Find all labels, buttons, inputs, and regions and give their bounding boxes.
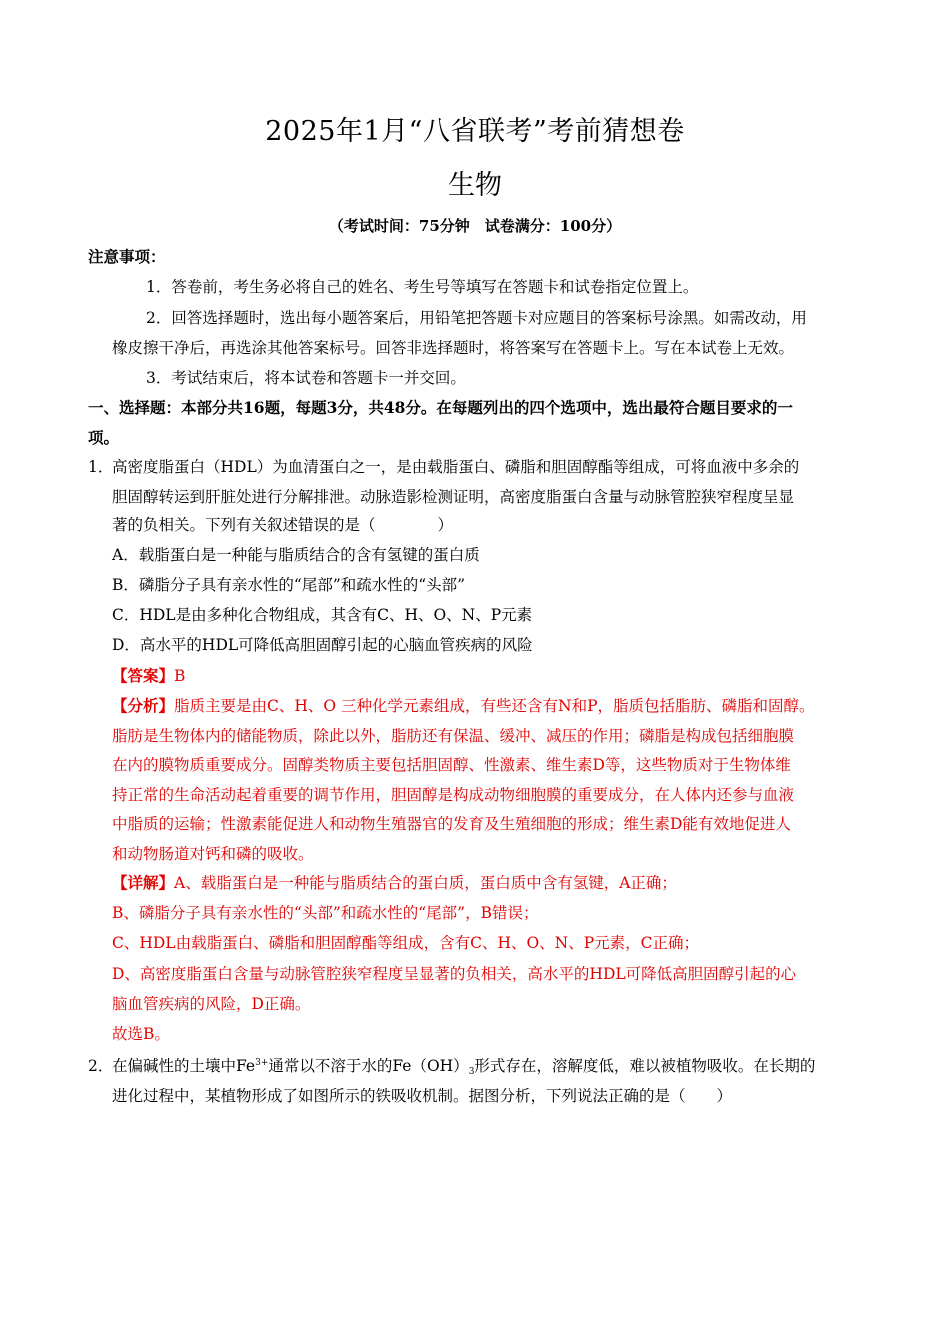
detail-label: 【详解】 [112,873,175,892]
analysis-label: 【分析】 [112,696,175,715]
q2-stem-cont: 进化过程中，某植物形成了如图所示的铁吸收机制。据图分析，下列说法正确的是（ ） [112,1087,733,1105]
notice-item-2-cont: 橡皮擦干净后，再选涂其他答案标号。回答非选择题时，将答案写在答题卡上。写在本试卷上无效。 [112,339,795,357]
q1-stem: 高密度脂蛋白（HDL）为血清蛋白之一，是由载脂蛋白、磷脂和胆固醇酯等组成，可将血液中多余的 [112,458,800,476]
notice-item-1: 1．答卷前，考生务必将自己的姓名、考生号等填写在答题卡和试卷指定位置上。 [146,278,699,296]
q2-stem-text: 通常以不溶于水的Fe（OH） [268,1057,469,1075]
q1-analysis-cont: 持正常的生命活动起着重要的调节作用，胆固醇是构成动物细胞膜的重要成分，在人体内还参与血液 [112,786,795,804]
q1-number: 1． [88,458,114,476]
q1-stem-cont: 著的负相关。下列有关叙述错误的是（ ） [112,516,454,534]
q1-detail-c: C、HDL由载脂蛋白、磷脂和胆固醇酯等组成，含有C、H、O、N、P元素，C正确； [112,934,700,952]
answer-value: B [174,667,186,685]
q2-number: 2． [88,1057,114,1075]
q1-detail-d-cont: 脑血管疾病的风险，D正确。 [112,995,311,1013]
exam-info: （考试时间：75分钟 试卷满分：100分） [328,217,622,235]
q1-option-a: A．载脂蛋白是一种能与脂质结合的含有氢键的蛋白质 [112,546,480,564]
q1-analysis [112,695,815,717]
section-heading-cont: 项。 [88,428,120,447]
q2-stem-text: 形式存在，溶解度低，难以被植物吸收。在长期的 [474,1057,816,1075]
answer-label: 【答案】 [112,666,175,685]
q2-stem-text: 在偏碱性的土壤中Fe [112,1057,256,1075]
q1-option-b: B．磷脂分子具有亲水性的“尾部”和疏水性的“头部” [112,576,466,594]
q1-answer [112,665,185,687]
q1-conclusion: 故选B。 [112,1025,170,1043]
q1-analysis-cont: 中脂质的运输；性激素能促进人和动物生殖器官的发育及生殖细胞的形成；维生素D能有效地促进人 [112,815,791,833]
q2-stem [112,1055,815,1077]
q1-stem-cont: 胆固醇转运到肝脏处进行分解排泄。动脉造影检测证明，高密度脂蛋白含量与动脉管腔狭窄程度呈显 [112,488,795,506]
subject-title: 生物 [448,170,502,201]
q2-stem-sub: 3 [468,1067,475,1077]
notice-item-3: 3．考试结束后，将本试卷和答题卡一并交回。 [146,369,466,387]
q1-analysis-cont: 和动物肠道对钙和磷的吸收。 [112,845,314,863]
q1-analysis-cont: 脂肪是生物体内的储能物质，除此以外，脂肪还有保温、缓冲、减压的作用；磷脂是构成包括细胞膜 [112,727,795,745]
section-heading: 一、选择题：本部分共16题，每题3分，共48分。在每题列出的四个选项中，选出最符合题目要求的一 [88,398,793,417]
q1-detail-b: B、磷脂分子具有亲水性的“头部”和疏水性的“尾部”，B错误； [112,904,539,922]
q1-analysis-cont: 在内的膜物质重要成分。固醇类物质主要包括胆固醇、性激素、维生素D等，这些物质对于生物体维 [112,756,791,774]
q1-detail [112,872,677,894]
q1-detail-d: D、高密度脂蛋白含量与动脉管腔狭窄程度呈显著的负相关，高水平的HDL可降低高胆固醇引起的心 [112,965,797,983]
q1-option-c: C．HDL是由多种化合物组成，其含有C、H、O、N、P元素 [112,606,533,624]
detail-a: A、载脂蛋白是一种能与脂质结合的蛋白质，蛋白质中含有氢键，A正确； [174,874,677,892]
exam-title: 2025年1月“八省联考”考前猜想卷 [265,116,685,147]
analysis-text: 脂质主要是由C、H、O 三种化学元素组成，有些还含有N和P，脂质包括脂肪、磷脂和固醇。 [174,697,815,715]
notice-heading: 注意事项： [88,247,166,266]
notice-item-2: 2．回答选择题时，选出每小题答案后，用铅笔把答题卡对应题目的答案标号涂黑。如需改动，用 [146,309,807,327]
q1-option-d: D．高水平的HDL可降低高胆固醇引起的心脑血管疾病的风险 [112,636,533,654]
q2-stem-sup: 3+ [255,1058,269,1068]
